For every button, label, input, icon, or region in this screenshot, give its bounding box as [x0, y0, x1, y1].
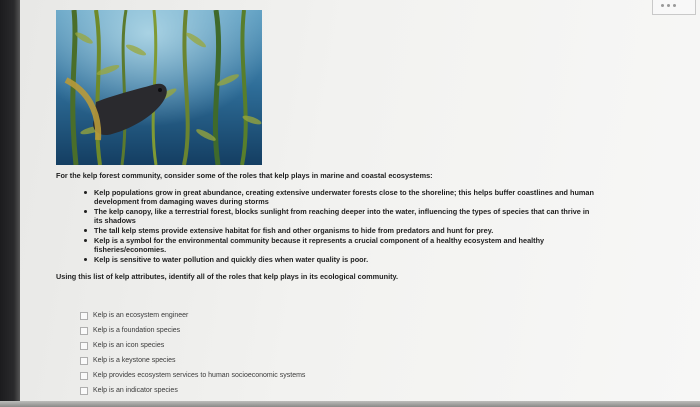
checkbox[interactable] [80, 327, 88, 335]
kelp-facts-list [56, 188, 656, 264]
option-ecosystem-engineer[interactable] [80, 308, 440, 323]
question-text [56, 171, 656, 281]
list-item: Kelp is a symbol for the environmental community because it represents a crucial component of a healthy ecosystem and healthy fisheries/economies. [84, 236, 594, 254]
checkbox[interactable] [80, 357, 88, 365]
checkbox[interactable] [80, 387, 88, 395]
monitor-bezel-left [0, 0, 20, 407]
option-label: Kelp is an ecosystem engineer [93, 312, 189, 319]
option-keystone-species[interactable] [80, 353, 440, 368]
checkbox[interactable] [80, 342, 88, 350]
kelp-forest-photo [56, 10, 262, 165]
question-instruction: Using this list of kelp attributes, identify all of the roles that kelp plays in its ecological community. [56, 272, 399, 281]
list-item: Kelp populations grow in great abundance, creating extensive underwater forests close to the shoreline; this helps buffer coastlines and human development from damaging waves during storms [84, 188, 594, 206]
option-label: Kelp is a keystone species [93, 357, 176, 364]
list-item: Kelp is sensitive to water pollution and quickly dies when water quality is poor. [84, 255, 594, 264]
option-icon-species[interactable] [80, 338, 440, 353]
list-item: The tall kelp stems provide extensive habitat for fish and other organisms to hide from predators and hunt for prey. [84, 226, 594, 235]
answer-options [80, 308, 440, 398]
question-intro: For the kelp forest community, consider some of the roles that kelp plays in marine and coastal ecosystems: [56, 171, 433, 180]
monitor-bezel-bottom [0, 401, 700, 407]
corner-toolbar-widget[interactable] [652, 0, 696, 15]
option-foundation-species[interactable] [80, 323, 440, 338]
option-ecosystem-services[interactable] [80, 368, 440, 383]
option-label: Kelp is a foundation species [93, 327, 181, 334]
option-indicator-species[interactable] [80, 383, 440, 398]
list-item: The kelp canopy, like a terrestrial forest, blocks sunlight from reaching deeper into the water, influencing the types of species that can thrive in its shadows [84, 207, 594, 225]
checkbox[interactable] [80, 312, 88, 320]
option-label: Kelp is an indicator species [93, 387, 178, 394]
option-label: Kelp provides ecosystem services to human socioeconomic systems [93, 372, 306, 379]
checkbox[interactable] [80, 372, 88, 380]
option-label: Kelp is an icon species [93, 342, 165, 349]
